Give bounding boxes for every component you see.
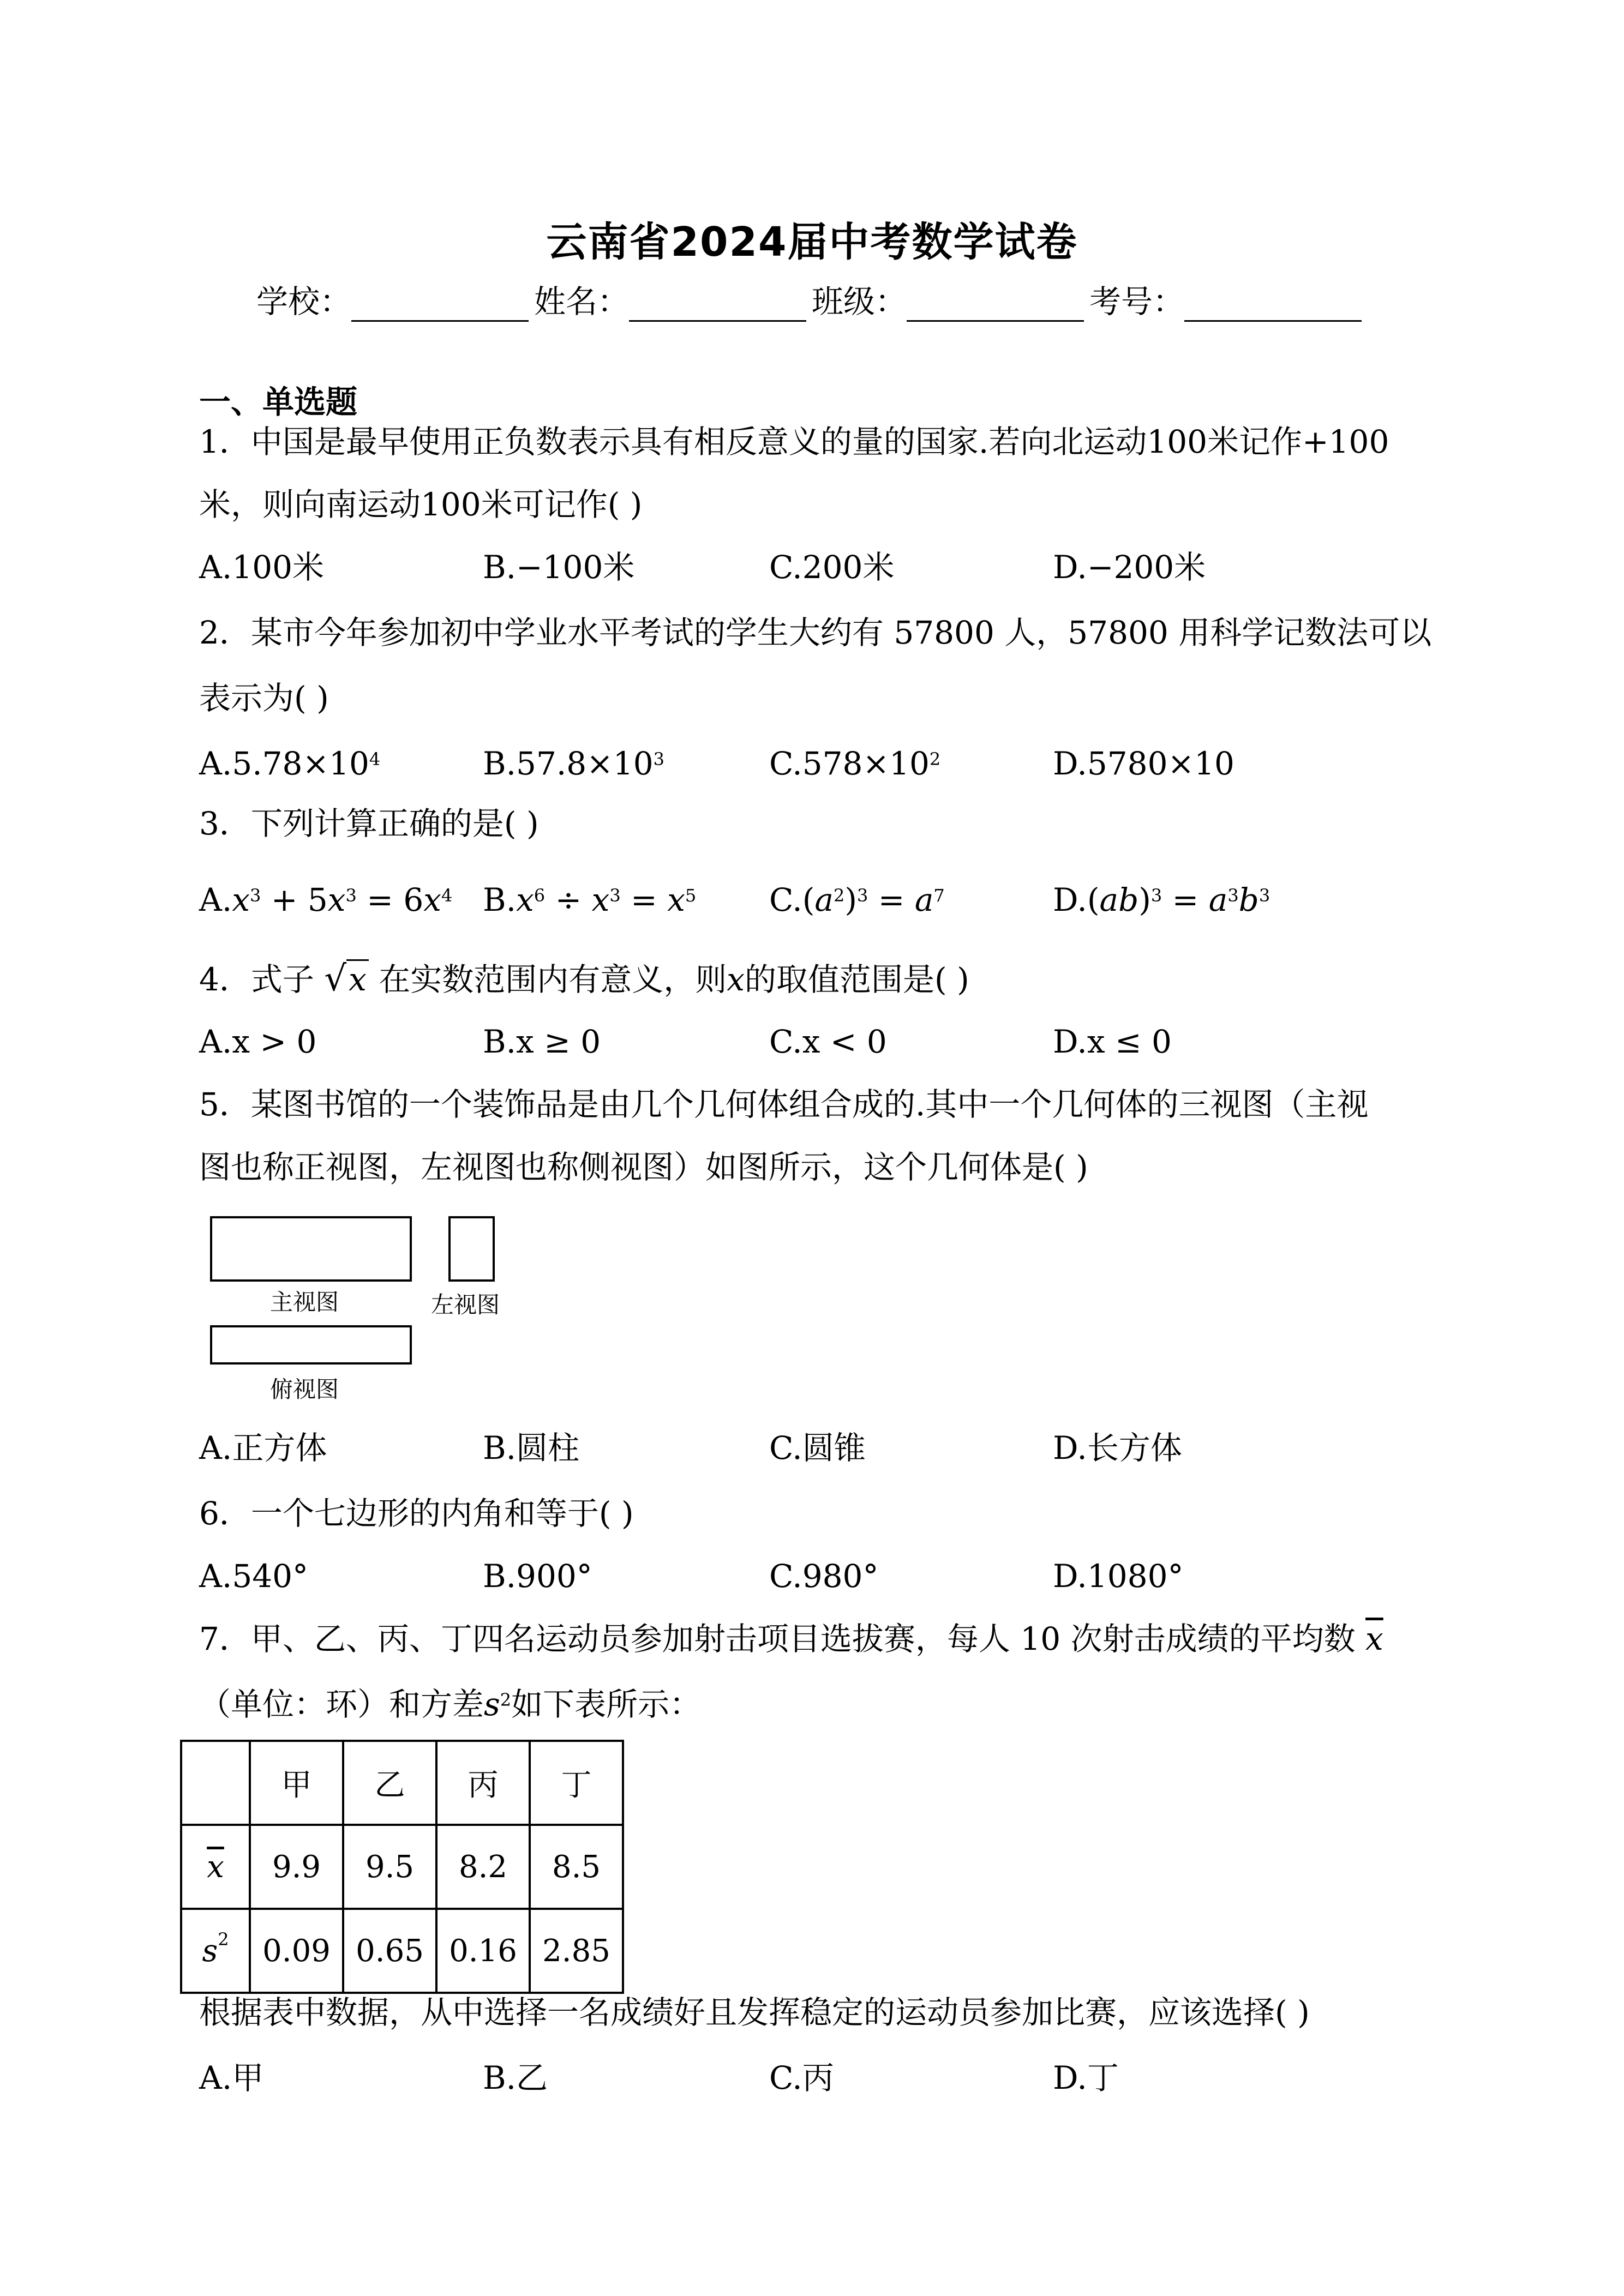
q3-option-d[interactable]: $D.(ab)^3 = a^3b^3$ [1053, 881, 1271, 918]
table-row [181, 1825, 623, 1909]
q3-line1: 3．下列计算正确的是( ) [199, 805, 539, 842]
table-header-row [181, 1741, 623, 1825]
q7-option-d[interactable]: D.丁 [1053, 2059, 1119, 2096]
q2-option-b[interactable]: $B.57.8\times 10^3$ [483, 745, 664, 782]
q6-option-d[interactable]: D.1080° [1053, 1558, 1184, 1595]
q2-option-d[interactable]: D.5780×10 [1053, 745, 1235, 782]
table-cell: 9.5 [343, 1825, 436, 1909]
row-label-mean: $\overline{x}$ [181, 1825, 250, 1909]
table-header: 乙 [343, 1741, 436, 1825]
q6-option-a[interactable]: A.540° [199, 1558, 309, 1595]
q3-option-c[interactable]: $C.(a^2)^3 = a^7$ [769, 881, 945, 918]
q4-option-c[interactable]: C.x < 0 [769, 1023, 887, 1060]
q7-option-a[interactable]: A.甲 [199, 2059, 264, 2096]
front-view-label: 主视图 [270, 1289, 339, 1315]
q1-option-a[interactable]: A.100米 [199, 549, 325, 586]
q5-line2: 图也称正视图，左视图也称侧视图）如图所示，这个几何体是( ) [199, 1149, 1088, 1186]
q2-option-a[interactable]: $A.5.78\times 10^4$ [199, 745, 381, 782]
q2-option-c[interactable]: $C.578\times 10^2$ [769, 745, 941, 782]
q5-option-b[interactable]: B.圆柱 [483, 1429, 580, 1466]
q4-line1: 4．式子 √x 在实数范围内有意义，则x的取值范围是( ) [199, 959, 969, 999]
sqrt-expression: √x [324, 963, 369, 996]
student-info-row [256, 278, 1380, 322]
name-blank[interactable] [629, 288, 806, 322]
q7-line2: （单位：环）和方差$s^2$如下表所示： [199, 1686, 702, 1723]
table-row [181, 1909, 623, 1993]
table-cell [181, 1741, 250, 1825]
table-cell: 8.5 [530, 1825, 623, 1909]
q4-option-a[interactable]: A.x > 0 [199, 1023, 317, 1060]
exam-number-blank[interactable] [1184, 288, 1362, 322]
q7-line3: 根据表中数据，从中选择一名成绩好且发挥稳定的运动员参加比赛，应该选择( ) [199, 1994, 1310, 2031]
left-view-rect [448, 1216, 495, 1282]
score-table [180, 1740, 624, 1994]
page-title: 云南省2024届中考数学试卷 [546, 219, 1078, 266]
q6-option-b[interactable]: B.900° [483, 1558, 592, 1595]
section-heading: 一、单选题 [199, 383, 358, 420]
q7-line1: 7．甲、乙、丙、丁四名运动员参加射击项目选拔赛，每人 10 次射击成绩的平均数 $\overline{x}$ [199, 1620, 1383, 1657]
q7-option-c[interactable]: C.丙 [769, 2059, 834, 2096]
q1-line1: 1．中国是最早使用正负数表示具有相反意义的量的国家.若向北运动100米记作+100 [199, 423, 1389, 460]
q6-option-c[interactable]: C.980° [769, 1558, 879, 1595]
class-blank[interactable] [907, 288, 1084, 322]
q1-option-b[interactable]: B.−100米 [483, 549, 635, 586]
left-view-label: 左视图 [431, 1291, 500, 1318]
q7-option-b[interactable]: B.乙 [483, 2059, 548, 2096]
q5-option-c[interactable]: C.圆锥 [769, 1429, 866, 1466]
row-label-variance: $s^2$ [181, 1909, 250, 1993]
table-cell: 2.85 [530, 1909, 623, 1993]
q1-option-c[interactable]: C.200米 [769, 549, 895, 586]
top-view-rect [210, 1325, 412, 1365]
table-cell: 9.9 [250, 1825, 343, 1909]
q5-option-d[interactable]: D.长方体 [1053, 1429, 1182, 1466]
table-cell: 0.65 [343, 1909, 436, 1993]
top-view-label: 俯视图 [270, 1376, 339, 1403]
q2-line2: 表示为( ) [199, 680, 329, 717]
q5-option-a[interactable]: A.正方体 [199, 1429, 327, 1466]
front-view-rect [210, 1216, 412, 1282]
q4-option-d[interactable]: D.x ≤ 0 [1053, 1023, 1172, 1060]
table-header: 丁 [530, 1741, 623, 1825]
q3-option-b[interactable]: $B.x^6 \div x^3 = x^5$ [483, 881, 697, 918]
q4-option-b[interactable]: B.x ≥ 0 [483, 1023, 601, 1060]
school-blank[interactable] [351, 288, 529, 322]
exam-number-label: 考号： [1089, 283, 1185, 320]
q6-line1: 6．一个七边形的内角和等于( ) [199, 1495, 634, 1532]
q1-line2: 米，则向南运动100米可记作( ) [199, 486, 643, 523]
q2-line1: 2．某市今年参加初中学业水平考试的学生大约有 57800 人，57800 用科学记数法可以 [199, 614, 1432, 651]
name-label: 姓名： [534, 283, 630, 320]
school-label: 学校： [256, 283, 352, 320]
q5-line1: 5．某图书馆的一个装饰品是由几个几何体组合成的.其中一个几何体的三视图（主视 [199, 1086, 1369, 1123]
q3-option-a[interactable]: $A.x^3 + 5x^3 = 6x^4$ [199, 881, 453, 918]
class-label: 班级： [812, 283, 907, 320]
table-cell: 8.2 [436, 1825, 530, 1909]
table-header: 丙 [436, 1741, 530, 1825]
q1-option-d[interactable]: D.−200米 [1053, 549, 1206, 586]
table-header: 甲 [250, 1741, 343, 1825]
table-cell: 0.16 [436, 1909, 530, 1993]
table-cell: 0.09 [250, 1909, 343, 1993]
